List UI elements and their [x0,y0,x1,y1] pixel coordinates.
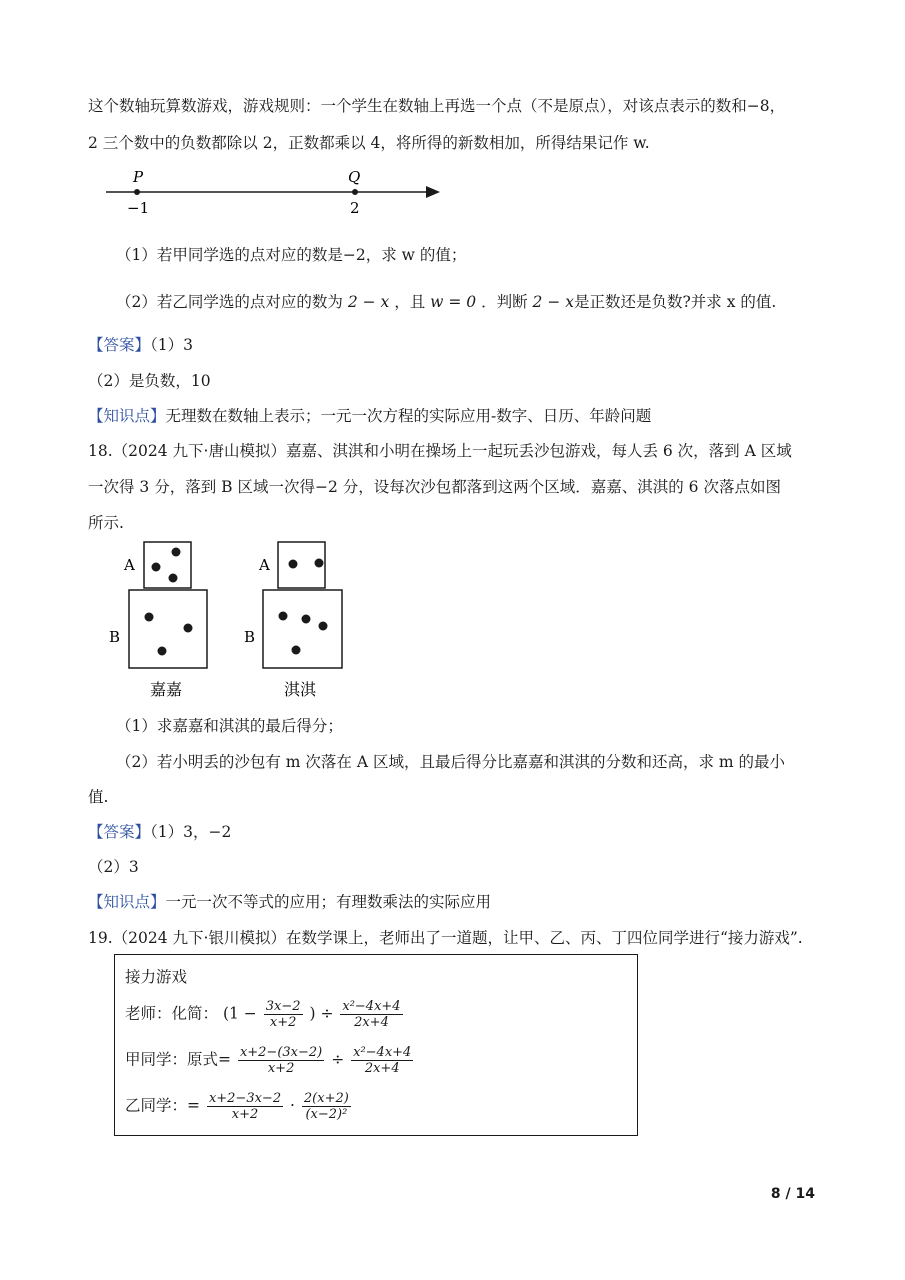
q18-part-1: （1）求嘉嘉和淇淇的最后得分； [116,717,343,735]
qiqi-dot [279,612,288,621]
teacher-open-paren: (1 − [222,1004,257,1023]
q17-part-2 [116,290,776,312]
q18-line-1: 18.（2024 九下·唐山模拟）嘉嘉、淇淇和小明在操场上一起玩丢沙包游戏，每人丢 6 次，落到 A 区域 [88,442,792,460]
jiajia-dot [152,563,161,572]
jiajia-dot [158,647,167,656]
qiqi-dot [315,559,324,568]
jiajia-area-b [129,590,207,668]
qiqi-area-b [263,590,342,668]
number-line-figure [100,160,450,220]
qiqi-label-b: B [244,628,256,646]
number-line-arrow [426,186,440,198]
jiajia-area-a [144,542,191,588]
teacher-fraction-1: $\frac{3x-2}{x+2}$ [265,999,301,1030]
qiqi-dot [289,560,298,569]
knowledge-tag: 【知识点】 [88,893,166,911]
division-sign: ÷ [320,1004,334,1023]
q17-expr-3: 2 − x [532,293,574,311]
relay-game-title: 接力游戏 [125,968,188,986]
jia-fraction-2: $\frac{\text{x²−4x+4}}{2x+4}$ [353,1045,412,1076]
qiqi-label-a: A [259,556,270,574]
point-p-value: −1 [127,199,150,217]
answer-tag: 【答案】 [88,823,151,841]
jiajia-dot [145,613,154,622]
q17-answer-2: （2）是负数，10 [88,372,211,390]
q17-answer-1: （1）3 [150,336,193,354]
yi-line [125,1091,353,1122]
q17-part-2-mid2: ．判断 [481,293,528,311]
q17-part-2-mid: ，且 [394,293,426,311]
q18-knowledge-text: 一元一次不等式的应用；有理数乘法的实际应用 [165,893,492,911]
q17-expr-2: w = 0 [430,293,477,311]
q18-part-2-line-2: 值. [88,788,109,806]
q18-knowledge [88,890,491,912]
jiajia-label-b: B [109,628,121,646]
point-q-label: Q [348,168,361,186]
jiajia-label-a: A [124,556,135,574]
q17-knowledge-text: 无理数在数轴上表示；一元一次方程的实际应用-数字、日历、年龄问题 [165,407,652,425]
answer-tag: 【答案】 [88,336,151,354]
multiply-dot: · [290,1096,295,1115]
intro-line-1: 这个数轴玩算数游戏，游戏规则：一个学生在数轴上再选一个点（不是原点），对该点表示的数和−8， [88,97,786,115]
jiajia-dot [169,574,178,583]
jiajia-dot [184,624,193,633]
jiajia-name: 嘉嘉 [150,680,183,699]
q17-part-2-prefix: （2）若乙同学选的点对应的数为 [116,293,343,311]
q17-answer [88,333,193,355]
jia-fraction-1: $\frac{x+2-(3x-2)}{x+2}$ [239,1045,323,1076]
jiajia-dot [172,548,181,557]
q17-expr-1: 2 − x [347,293,390,311]
jia-label: 甲同学：原式= [125,1050,231,1069]
yi-fraction-2: $\frac{2(x+2)}{\text{(x−2)²}}$ [303,1091,349,1122]
jia-line [125,1045,415,1076]
teacher-close-paren: ) [309,1004,316,1023]
qiqi-dot [302,615,311,624]
q18-line-2: 一次得 3 分，落到 B 区域一次得−2 分，设每次沙包都落到这两个区域．嘉嘉、淇淇的 6 次落点如图 [88,478,781,496]
q17-part-1: （1）若甲同学选的点对应的数是−2，求 w 的值； [116,246,467,264]
teacher-fraction-2: $\frac{\text{x²−4x+4}}{2x+4}$ [342,999,401,1030]
intro-line-2: 2 三个数中的负数都除以 2，正数都乘以 4，将所得的新数相加，所得结果记作 w. [88,134,650,152]
q17-knowledge [88,404,651,426]
q18-line-3: 所示. [88,514,124,532]
page-number: 8 / 14 [770,1186,815,1202]
relay-game-box [114,954,638,1136]
qiqi-name: 淇淇 [284,680,317,699]
qiqi-dot [319,622,328,631]
q18-part-2-line-1: （2）若小明丢的沙包有 m 次落在 A 区域，且最后得分比嘉嘉和淇淇的分数和还高，求 m 的最小 [116,753,786,771]
point-q [352,189,358,195]
q18-answer-2: （2）3 [88,858,139,876]
q18-answer-1: （1）3，−2 [150,823,232,841]
point-p [134,189,140,195]
point-p-label: P [133,168,144,186]
teacher-label: 老师：化简： [125,1004,219,1023]
knowledge-tag: 【知识点】 [88,407,166,425]
teacher-line [125,999,405,1030]
qiqi-dot [292,646,301,655]
q18-answer [88,820,231,842]
point-q-value: 2 [350,199,360,217]
division-sign: ÷ [331,1050,345,1069]
q17-part-2-suffix: 是正数还是负数?并求 x 的值. [573,293,777,311]
yi-fraction-1: $\frac{x+2-3x-2}{x+2}$ [208,1091,282,1122]
yi-label: 乙同学：= [125,1096,200,1115]
q19-line-1: 19.（2024 九下·银川模拟）在数学课上，老师出了一道题，让甲、乙、丙、丁四位同学进行“接力游戏”. [88,929,803,947]
sandbag-figure [100,538,360,708]
